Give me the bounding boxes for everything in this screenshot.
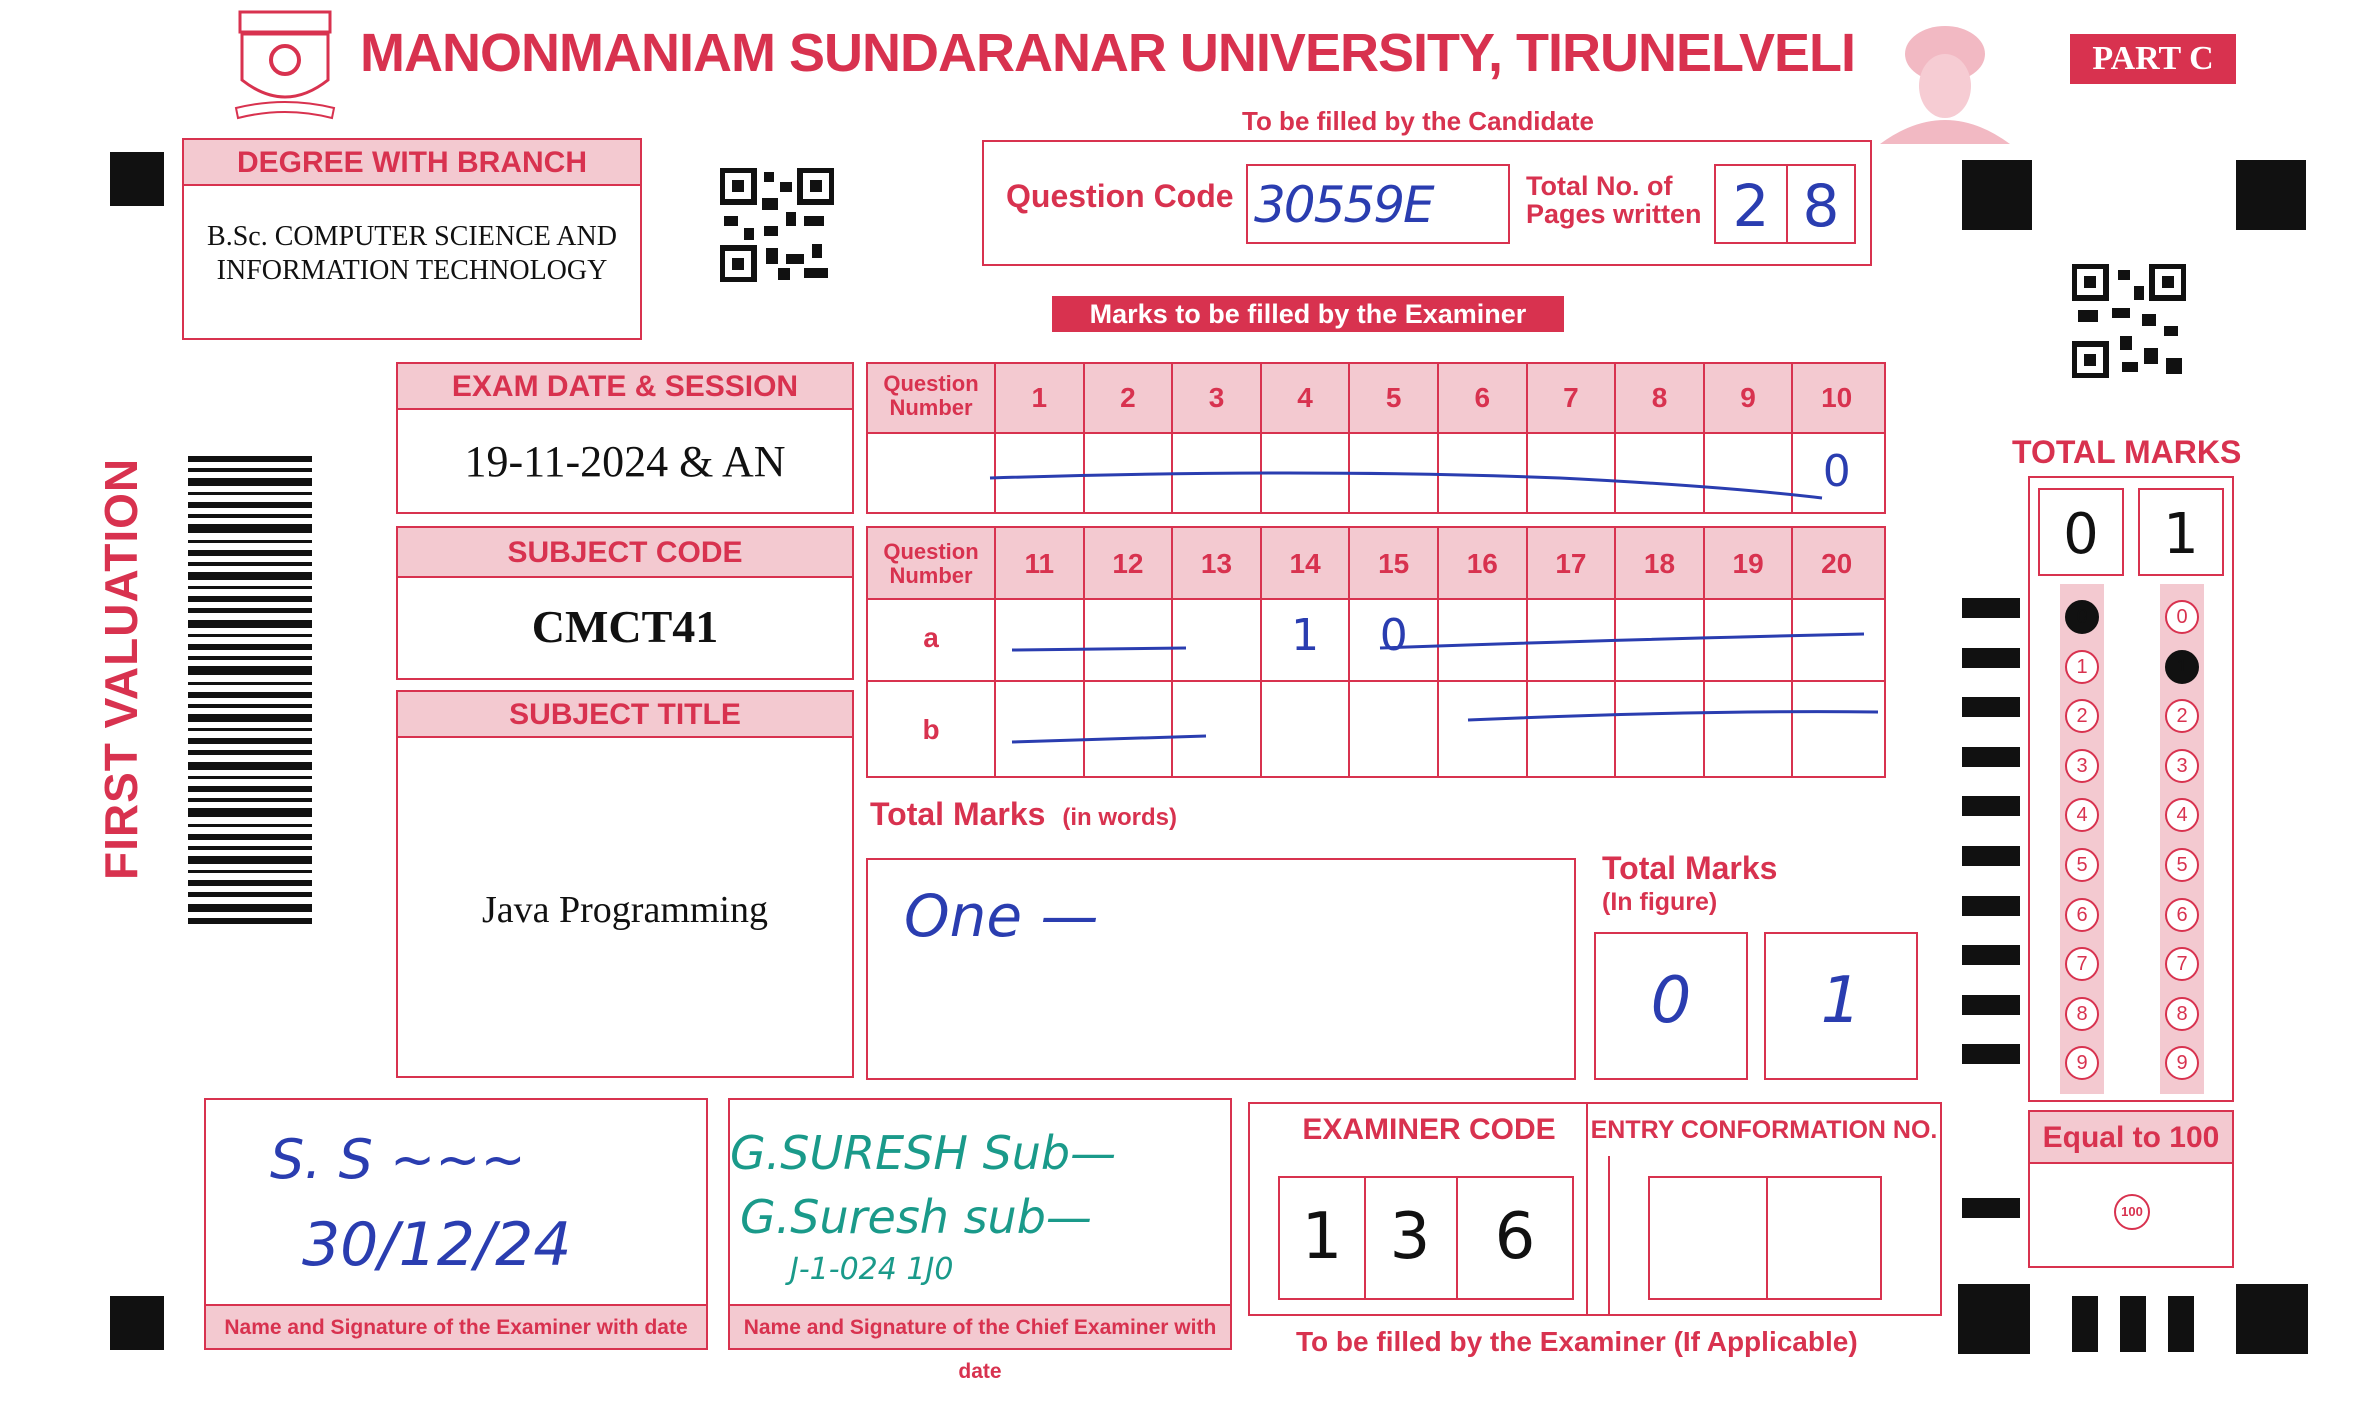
timing-mark — [1962, 648, 2020, 668]
examiner-signature-box — [204, 1098, 708, 1350]
total-figure-label: Total Marks — [1602, 850, 1778, 886]
omr-bubble[interactable]: 2 — [2065, 699, 2099, 733]
equal-to-label: Equal to 100 — [2030, 1112, 2232, 1164]
footer-note: To be filled by the Examiner (If Applicable) — [1296, 1326, 1858, 1357]
grid2-question-number: 14 — [1289, 548, 1321, 579]
grid2-mark-a[interactable]: 0 — [1379, 610, 1408, 661]
chief-signature-box — [728, 1098, 1232, 1383]
examiner-code-digit-2: 3 — [1389, 1200, 1431, 1274]
omr-digit-2: 1 — [2163, 502, 2199, 567]
grid2-qlabel-line2: Number — [889, 563, 973, 588]
grid1-question-number: 3 — [1208, 382, 1225, 413]
omr-bubble[interactable]: 5 — [2165, 848, 2199, 882]
grid1-qlabel-line1: Question — [883, 371, 979, 396]
timing-mark — [1962, 896, 2020, 916]
subject-code-value: CMCT41 — [531, 601, 719, 652]
grid1-question-number: 4 — [1297, 382, 1313, 413]
grid2-question-number: 12 — [1112, 548, 1144, 579]
total-figure-sub: (In figure) — [1602, 888, 1718, 916]
omr-bubble[interactable]: 1 — [2065, 650, 2099, 684]
pages-label-line1: Total No. of — [1526, 171, 1673, 201]
chief-sig-line1: G.SURESH Sub— — [730, 1126, 1117, 1180]
omr-bubble[interactable]: 4 — [2165, 798, 2199, 832]
grid1-question-number: 7 — [1563, 382, 1579, 413]
omr-bubble[interactable]: 6 — [2165, 898, 2199, 932]
university-title: MANONMANIAM SUNDARANAR UNIVERSITY, TIRUNELVELI — [360, 23, 1856, 83]
grid1-question-number: 8 — [1651, 382, 1668, 413]
grid2-question-number: 15 — [1378, 548, 1410, 579]
omr-bubble[interactable]: 2 — [2165, 699, 2199, 733]
omr-bubble[interactable]: 3 — [2165, 749, 2199, 783]
grid1-question-number: 6 — [1474, 382, 1491, 413]
subject-code-label: SUBJECT CODE — [398, 528, 852, 578]
pages-label-line2: Pages written — [1526, 199, 1702, 229]
grid2-question-number: 17 — [1555, 548, 1587, 579]
total-words-label: Total Marks (in words) — [870, 796, 1177, 832]
examiner-code-digit-3: 6 — [1494, 1200, 1536, 1274]
first-valuation-label: FIRST VALUATION — [95, 457, 147, 880]
grid1-question-number: 2 — [1120, 382, 1136, 413]
pages-digit-1: 2 — [1732, 172, 1770, 240]
omr-bubble[interactable]: 5 — [2065, 848, 2099, 882]
chief-sig-line2: G.Suresh sub— — [740, 1190, 1092, 1244]
examiner-code-label: EXAMINER CODE — [1250, 1104, 1608, 1156]
equal-to-box — [2028, 1110, 2234, 1268]
question-code-value: 30559E — [1254, 176, 1433, 234]
entry-no-box — [1586, 1102, 1942, 1316]
timing-mark — [1962, 846, 2020, 866]
timing-mark — [1962, 1044, 2020, 1064]
degree-value-line2: INFORMATION TECHNOLOGY — [216, 255, 608, 286]
total-words-sub: (in words) — [1062, 804, 1177, 831]
grid2-row-a-label: a — [923, 622, 939, 653]
degree-value-line1: B.Sc. COMPUTER SCIENCE AND — [207, 221, 617, 252]
omr-total-label: TOTAL MARKS — [2012, 434, 2242, 470]
grid2-question-number: 13 — [1200, 548, 1233, 579]
timing-mark — [1962, 995, 2020, 1015]
subject-title-label: SUBJECT TITLE — [398, 692, 852, 738]
omr-bubble[interactable]: 0 — [2165, 600, 2199, 634]
pages-digit-2: 8 — [1802, 172, 1840, 240]
omr-bubble[interactable]: 9 — [2165, 1046, 2199, 1080]
omr-bubble[interactable]: 3 — [2065, 749, 2099, 783]
chief-sig-caption: Name and Signature of the Chief Examiner with date — [730, 1304, 1230, 1348]
omr-digit-1: 0 — [2063, 502, 2099, 567]
grid2-question-number: 16 — [1466, 548, 1498, 579]
equal-to-bubble: 100 — [2114, 1194, 2150, 1230]
grid2-mark-a[interactable]: 1 — [1291, 610, 1320, 661]
examiner-code-field — [1278, 1176, 1574, 1300]
total-figure-digit-2: 1 — [1820, 964, 1862, 1038]
grid2-qlabel-line1: Question — [883, 539, 979, 564]
grid1-mark[interactable]: 0 — [1822, 446, 1851, 497]
examiner-sig-line1: S. S ~~~ — [270, 1128, 526, 1191]
timing-mark — [1962, 1198, 2020, 1218]
timing-mark — [1962, 945, 2020, 965]
candidate-note: To be filled by the Candidate — [1242, 106, 1594, 136]
grid1-question-number: 9 — [1740, 382, 1756, 413]
grid2-question-number: 20 — [1821, 548, 1853, 579]
exam-date-value: 19-11-2024 & AN — [464, 437, 786, 486]
subject-title-value: Java Programming — [481, 889, 768, 931]
omr-bubble[interactable]: 9 — [2065, 1046, 2099, 1080]
question-code-label: Question Code — [1006, 178, 1234, 214]
examiner-banner: Marks to be filled by the Examiner — [1052, 296, 1564, 332]
grid1-question-number: 10 — [1821, 382, 1853, 413]
timing-mark — [1962, 598, 2020, 618]
timing-mark — [1962, 697, 2020, 717]
chief-sig-line3: J-1-024 1J0 — [790, 1252, 954, 1287]
total-figure-digit-box-2 — [1764, 932, 1918, 1080]
omr-bubble[interactable]: 0 — [2065, 600, 2099, 634]
part-badge: PART C — [2070, 34, 2236, 84]
omr-bubble[interactable]: 7 — [2165, 947, 2199, 981]
omr-digit-box-2 — [2138, 488, 2224, 576]
grid1-question-number: 1 — [1031, 382, 1048, 413]
grid2-question-number: 19 — [1732, 548, 1764, 579]
grid1-qlabel-line2: Number — [889, 395, 973, 420]
total-words-box — [866, 858, 1576, 1080]
entry-no-field — [1648, 1176, 1882, 1300]
timing-mark — [1962, 747, 2020, 767]
total-figure-digit-1: 0 — [1650, 964, 1692, 1038]
total-figure-digit-box-1 — [1594, 932, 1748, 1080]
grid2-question-number: 11 — [1024, 548, 1055, 579]
grid2-question-number: 18 — [1643, 548, 1676, 579]
grid1-question-number: 5 — [1385, 382, 1402, 413]
timing-mark — [1962, 796, 2020, 816]
examiner-sig-caption: Name and Signature of the Examiner with date — [206, 1304, 706, 1348]
omr-bubble[interactable]: 8 — [2165, 997, 2199, 1031]
omr-bubble[interactable]: 1 — [2165, 650, 2199, 684]
examiner-code-box — [1248, 1102, 1610, 1316]
exam-date-label: EXAM DATE & SESSION — [398, 364, 852, 410]
omr-bubble[interactable]: 8 — [2065, 997, 2099, 1031]
omr-bubble[interactable]: 6 — [2065, 898, 2099, 932]
omr-total-box — [2028, 476, 2234, 1102]
total-words-value: One — — [904, 882, 1099, 950]
degree-label: DEGREE WITH BRANCH — [184, 140, 640, 186]
omr-bubble[interactable]: 7 — [2065, 947, 2099, 981]
omr-digit-box-1 — [2038, 488, 2124, 576]
examiner-code-digit-1: 1 — [1301, 1200, 1343, 1274]
grid2-row-b-label: b — [922, 714, 940, 745]
omr-bubble[interactable]: 4 — [2065, 798, 2099, 832]
entry-no-label: ENTRY CONFORMATION NO. — [1588, 1104, 1940, 1156]
examiner-sig-line2: 30/12/24 — [302, 1210, 572, 1280]
